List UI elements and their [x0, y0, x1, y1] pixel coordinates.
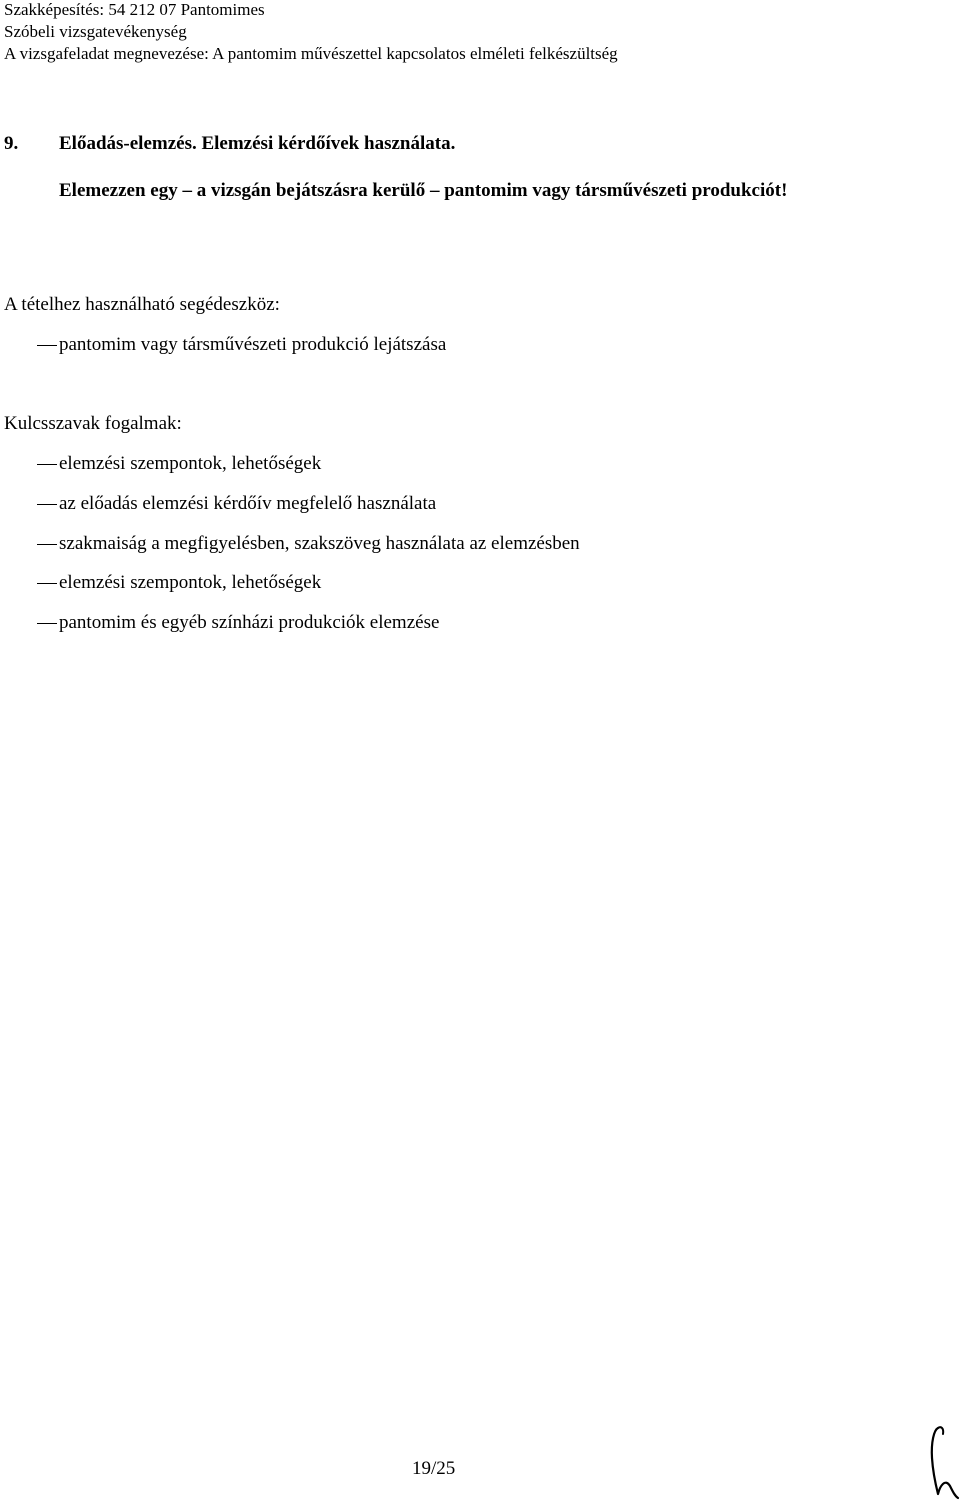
dash-bullet-icon: [37, 504, 57, 505]
keyword-item-text: elemzési szempontok, lehetőségek: [59, 453, 322, 474]
tools-heading: A tételhez használható segédeszköz:: [4, 294, 280, 315]
task-number: 9.: [4, 133, 19, 154]
dash-bullet-icon: [37, 623, 57, 624]
header-qualification: Szakképesítés: 54 212 07 Pantomimes: [4, 0, 265, 19]
keyword-item-text: az előadás elemzési kérdőív megfelelő használata: [59, 493, 437, 514]
keyword-item-text: szakmaiság a megfigyelésben, szakszöveg használata az elemzésben: [59, 533, 580, 554]
dash-bullet-icon: [37, 583, 57, 584]
keyword-item-text: elemzési szempontok, lehetőségek: [59, 572, 322, 593]
dash-bullet-icon: [37, 345, 57, 346]
signature-icon: [918, 1422, 960, 1502]
task-description: Elemezzen egy – a vizsgán bejátszásra kerülő – pantomim vagy társművészeti produkciót!: [59, 180, 788, 201]
task-title: Előadás-elemzés. Elemzési kérdőívek használata.: [59, 133, 456, 154]
header-task-name: A vizsgafeladat megnevezése: A pantomim művészettel kapcsolatos elméleti felkészültség: [4, 44, 618, 63]
dash-bullet-icon: [37, 544, 57, 545]
dash-bullet-icon: [37, 464, 57, 465]
page-number: 19/25: [412, 1458, 456, 1479]
keyword-item-text: pantomim és egyéb színházi produkciók elemzése: [59, 612, 440, 633]
keywords-heading: Kulcsszavak fogalmak:: [4, 413, 182, 434]
tools-item-text: pantomim vagy társművészeti produkció lejátszása: [59, 334, 447, 355]
header-exam-activity: Szóbeli vizsgatevékenység: [4, 22, 187, 41]
